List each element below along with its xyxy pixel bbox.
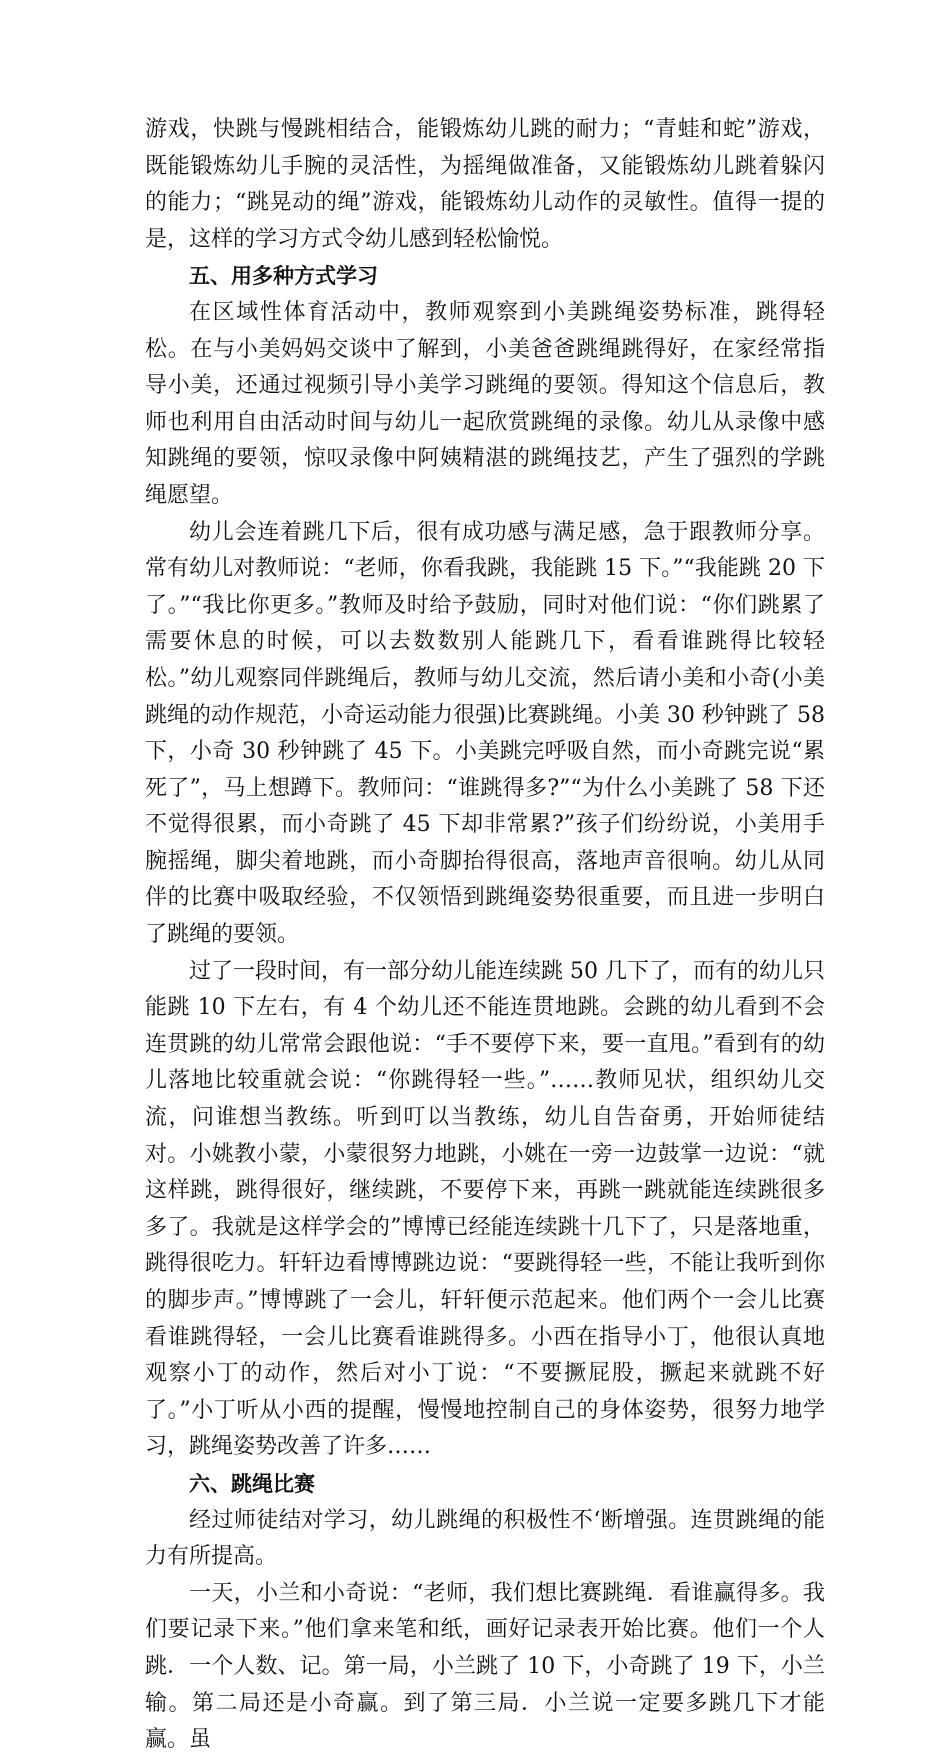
paragraph-intro-games: 游戏，快跳与慢跳相结合，能锻炼幼儿跳的耐力；“青蛙和蛇”游戏，既能锻炼幼儿手腕的灵活性，为摇绳做准备，又能锻炼幼儿跳着躲闪的能力；“跳晃动的绳”游戏，能锻炼幼儿动作的灵敏性。值得一提的是，这样的学习方式令幼儿感到轻松愉悦。 bbox=[145, 117, 825, 252]
section-heading-5: 五、用多种方式学习 bbox=[189, 264, 378, 289]
paragraph-race-record: 一天，小兰和小奇说：“老师，我们想比赛跳绳．看谁赢得多。我们要记录下来。”他们拿来笔和纸，画好记录表开始比赛。他们一个人跳．一个人数、记。第一局，小兰跳了 10 下，小奇跳了 19 下，小兰输。第二局还是小奇赢。到了第三局．小兰说一定要多跳几下才能赢。虽 bbox=[145, 1580, 825, 1753]
paragraph-enthusiasm: 经过师徒结对学习，幼儿跳绳的积极性不‘断增强。连贯跳绳的能力有所提高。 bbox=[145, 1507, 825, 1570]
paragraph-sharing-competition: 幼儿会连着跳几下后，很有成功感与满足感，急于跟教师分享。常有幼儿对教师说：“老师，你看我跳，我能跳 15 下。”“我能跳 20 下了。”“我比你更多。”教师及时给予鼓励，同时对他们说：“你们跳累了需要休息的时候，可以去数数别人能跳几下，看看谁跳得比较轻松。”幼儿观察同伴跳绳后，教师与幼儿交流，然后请小美和小奇(小美跳绳的动作规范，小奇运动能力很强)比赛跳绳。小美 30 秒钟跳了 58 下，小奇 30 秒钟跳了 45 下。小美跳完呼吸自然，而小奇跳完说“累死了”，马上想蹲下。教师问：“谁跳得多?”“为什么小美跳了 58 下还不觉得很累，而小奇跳了 45 下却非常累?”孩子们纷纷说，小美用手腕摇绳，脚尖着地跳，而小奇脚抬得很高，落地声音很响。幼儿从同伴的比赛中吸取经验，不仅领悟到跳绳姿势很重要，而且进一步明白了跳绳的要领。 bbox=[145, 519, 825, 948]
paragraph-area-activity: 在区域性体育活动中，教师观察到小美跳绳姿势标准，跳得轻松。在与小美妈妈交谈中了解到，小美爸爸跳绳跳得好，在家经常指导小美，还通过视频引导小美学习跳绳的要领。得知这个信息后，教师也利用自由活动时间与幼儿一起欣赏跳绳的录像。幼儿从录像中感知跳绳的要领，惊叹录像中阿姨精湛的跳绳技艺，产生了强烈的学跳绳愿望。 bbox=[145, 299, 825, 508]
paragraph-mentor-pairing: 过了一段时间，有一部分幼儿能连续跳 50 几下了，而有的幼儿只能跳 10 下左右，有 4 个幼儿还不能连贯地跳。会跳的幼儿看到不会连贯跳的幼儿常常会跟他说：“手不要停下来，要一直甩。”看到有的幼儿落地比较重就会说：“你跳得轻一些。”……教师见状，组织幼儿交流，问谁想当教练。听到叮以当教练，幼儿自告奋勇，开始师徒结对。小姚教小蒙，小蒙很努力地跳，小姚在一旁一边鼓掌一边说：“就这样跳，跳得很好，继续跳，不要停下来，再跳一跳就能连续跳很多多了。我就是这样学会的”博博已经能连续跳十几下了，只是落地重，跳得很吃力。轩轩边看博博跳边说：“要跳得轻一些，不能让我听到你的脚步声。”博博跳了一会儿，轩轩便示范起来。他们两个一会儿比赛看谁跳得轻，一会儿比赛看谁跳得多。小西在指导小丁，他很认真地观察小丁的动作，然后对小丁说：“不要撅屁股，撅起来就跳不好了。”小丁听从小西的提醒，慢慢地控制自己的身体姿势，很努力地学习，跳绳姿势改善了许多…… bbox=[145, 958, 825, 1460]
section-heading-6: 六、跳绳比赛 bbox=[189, 1471, 315, 1496]
document-page bbox=[145, 112, 825, 1759]
